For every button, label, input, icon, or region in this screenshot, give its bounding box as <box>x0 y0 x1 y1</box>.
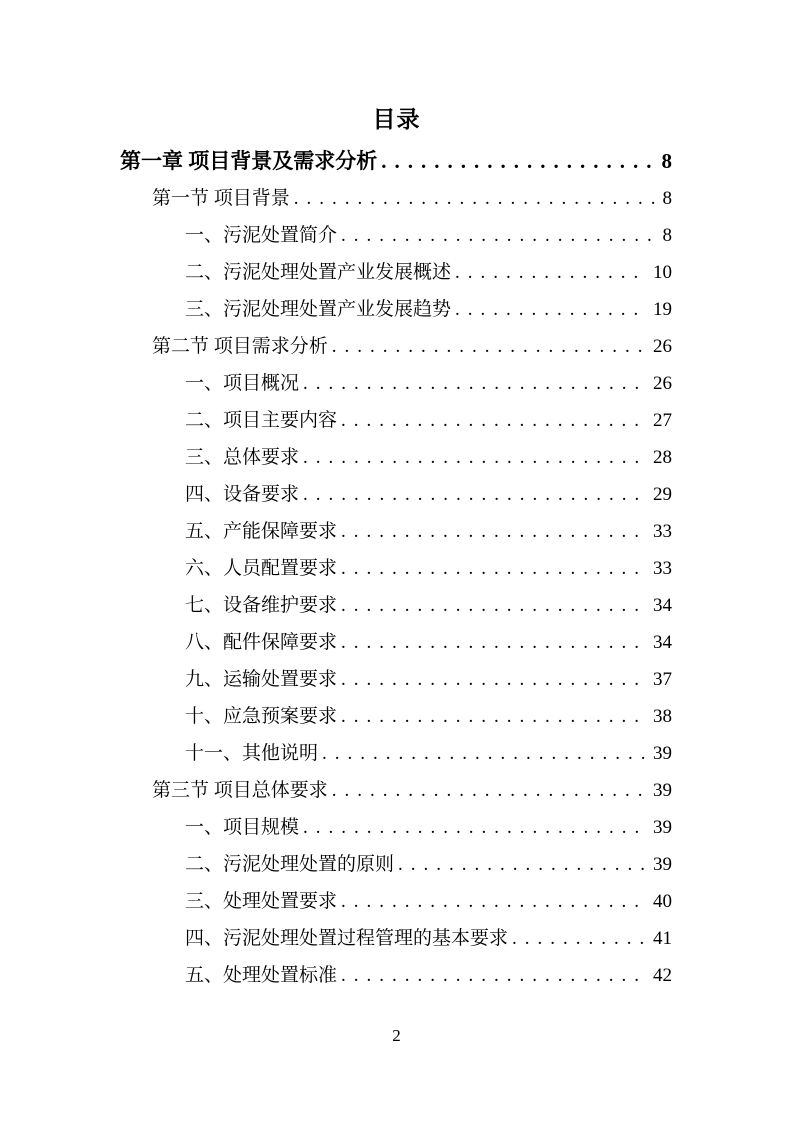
toc-entry-label: 三、处理处置要求 <box>185 891 338 912</box>
toc-entry-page: 28 <box>653 447 672 468</box>
toc-entry-page: 42 <box>653 965 672 986</box>
toc-entry-page: 10 <box>653 262 672 283</box>
toc-entry-label: 第二节 项目需求分析 <box>152 336 328 357</box>
toc-entry-label: 第一节 项目背景 <box>152 188 290 209</box>
toc-entry-page: 34 <box>653 595 672 616</box>
toc-entry-page: 26 <box>653 373 672 394</box>
toc-leader-dots <box>303 809 647 846</box>
toc-leader-dots <box>341 624 647 661</box>
toc-entry-page: 33 <box>653 521 672 542</box>
toc-entry[interactable] <box>120 772 672 809</box>
toc-list <box>120 143 672 994</box>
toc-leader-dots <box>455 291 647 328</box>
toc-leader-dots <box>341 402 647 439</box>
toc-entry-page: 26 <box>653 336 672 357</box>
toc-entry[interactable] <box>120 809 672 846</box>
toc-leader-dots <box>455 254 647 291</box>
toc-entry[interactable] <box>120 735 672 772</box>
toc-entry-label: 三、总体要求 <box>185 447 300 468</box>
toc-entry-label: 十一、其他说明 <box>185 743 319 764</box>
toc-entry-label: 第三节 项目总体要求 <box>152 780 328 801</box>
toc-entry[interactable] <box>120 291 672 328</box>
toc-entry[interactable] <box>120 920 672 957</box>
toc-entry-label: 十、应急预案要求 <box>185 706 338 727</box>
toc-entry-page: 38 <box>653 706 672 727</box>
toc-entry-page: 34 <box>653 632 672 653</box>
toc-entry-page: 41 <box>653 928 672 949</box>
toc-entry-label: 八、配件保障要求 <box>185 632 338 653</box>
toc-leader-dots <box>322 735 647 772</box>
toc-entry[interactable] <box>120 439 672 476</box>
toc-leader-dots <box>341 661 647 698</box>
toc-leader-dots <box>341 550 647 587</box>
toc-entry-label: 二、项目主要内容 <box>185 410 338 431</box>
toc-entry-page: 29 <box>653 484 672 505</box>
toc-entry[interactable] <box>120 365 672 402</box>
toc-entry-page: 33 <box>653 558 672 579</box>
toc-entry-label: 三、污泥处理处置产业发展趋势 <box>185 299 452 320</box>
toc-entry[interactable] <box>120 402 672 439</box>
toc-entry-label: 四、污泥处理处置过程管理的基本要求 <box>185 928 509 949</box>
toc-entry[interactable] <box>120 254 672 291</box>
toc-entry-page: 19 <box>653 299 672 320</box>
toc-entry[interactable] <box>120 180 672 217</box>
toc-entry-label: 七、设备维护要求 <box>185 595 338 616</box>
toc-leader-dots <box>332 772 647 809</box>
toc-leader-dots <box>341 698 647 735</box>
toc-entry[interactable] <box>120 513 672 550</box>
toc-entry-page: 8 <box>662 225 672 246</box>
toc-entry-label: 第一章 项目背景及需求分析 <box>120 149 378 173</box>
toc-entry-label: 一、项目规模 <box>185 817 300 838</box>
toc-entry-page: 8 <box>662 188 672 209</box>
toc-leader-dots <box>512 920 647 957</box>
toc-leader-dots <box>294 180 657 217</box>
toc-entry-page: 37 <box>653 669 672 690</box>
toc-entry-label: 二、污泥处理处置产业发展概述 <box>185 262 452 283</box>
toc-leader-dots <box>341 883 647 920</box>
toc-entry-page: 27 <box>653 410 672 431</box>
toc-entry-label: 四、设备要求 <box>185 484 300 505</box>
toc-entry[interactable] <box>120 846 672 883</box>
toc-entry-page: 39 <box>653 854 672 875</box>
toc-entry-label: 九、运输处置要求 <box>185 669 338 690</box>
toc-entry-label: 五、处理处置标准 <box>185 965 338 986</box>
toc-entry-label: 五、产能保障要求 <box>185 521 338 542</box>
toc-entry-label: 六、人员配置要求 <box>185 558 338 579</box>
toc-entry[interactable] <box>120 957 672 994</box>
toc-entry[interactable] <box>120 661 672 698</box>
toc-leader-dots <box>332 328 647 365</box>
toc-leader-dots <box>303 365 647 402</box>
toc-entry-label: 二、污泥处理处置的原则 <box>185 854 395 875</box>
toc-leader-dots <box>341 957 647 994</box>
toc-entry[interactable] <box>120 550 672 587</box>
toc-entry[interactable] <box>120 883 672 920</box>
toc-leader-dots <box>341 513 647 550</box>
toc-entry[interactable] <box>120 143 672 180</box>
toc-entry[interactable] <box>120 328 672 365</box>
toc-entry-page: 40 <box>653 891 672 912</box>
footer-page-number: 2 <box>392 1026 401 1045</box>
toc-leader-dots <box>381 143 655 180</box>
toc-leader-dots <box>303 439 647 476</box>
toc-entry[interactable] <box>120 587 672 624</box>
toc-entry-label: 一、污泥处置简介 <box>185 225 338 246</box>
toc-entry[interactable] <box>120 624 672 661</box>
toc-entry[interactable] <box>120 698 672 735</box>
toc-leader-dots <box>398 846 647 883</box>
toc-title: 目录 <box>372 107 421 132</box>
toc-entry-page: 39 <box>653 780 672 801</box>
toc-leader-dots <box>303 476 647 513</box>
toc-entry[interactable] <box>120 217 672 254</box>
toc-entry-page: 39 <box>653 743 672 764</box>
toc-leader-dots <box>341 217 656 254</box>
toc-entry-label: 一、项目概况 <box>185 373 300 394</box>
toc-entry-page: 39 <box>653 817 672 838</box>
toc-entry-page: 8 <box>661 149 672 173</box>
toc-entry[interactable] <box>120 476 672 513</box>
toc-leader-dots <box>341 587 647 624</box>
